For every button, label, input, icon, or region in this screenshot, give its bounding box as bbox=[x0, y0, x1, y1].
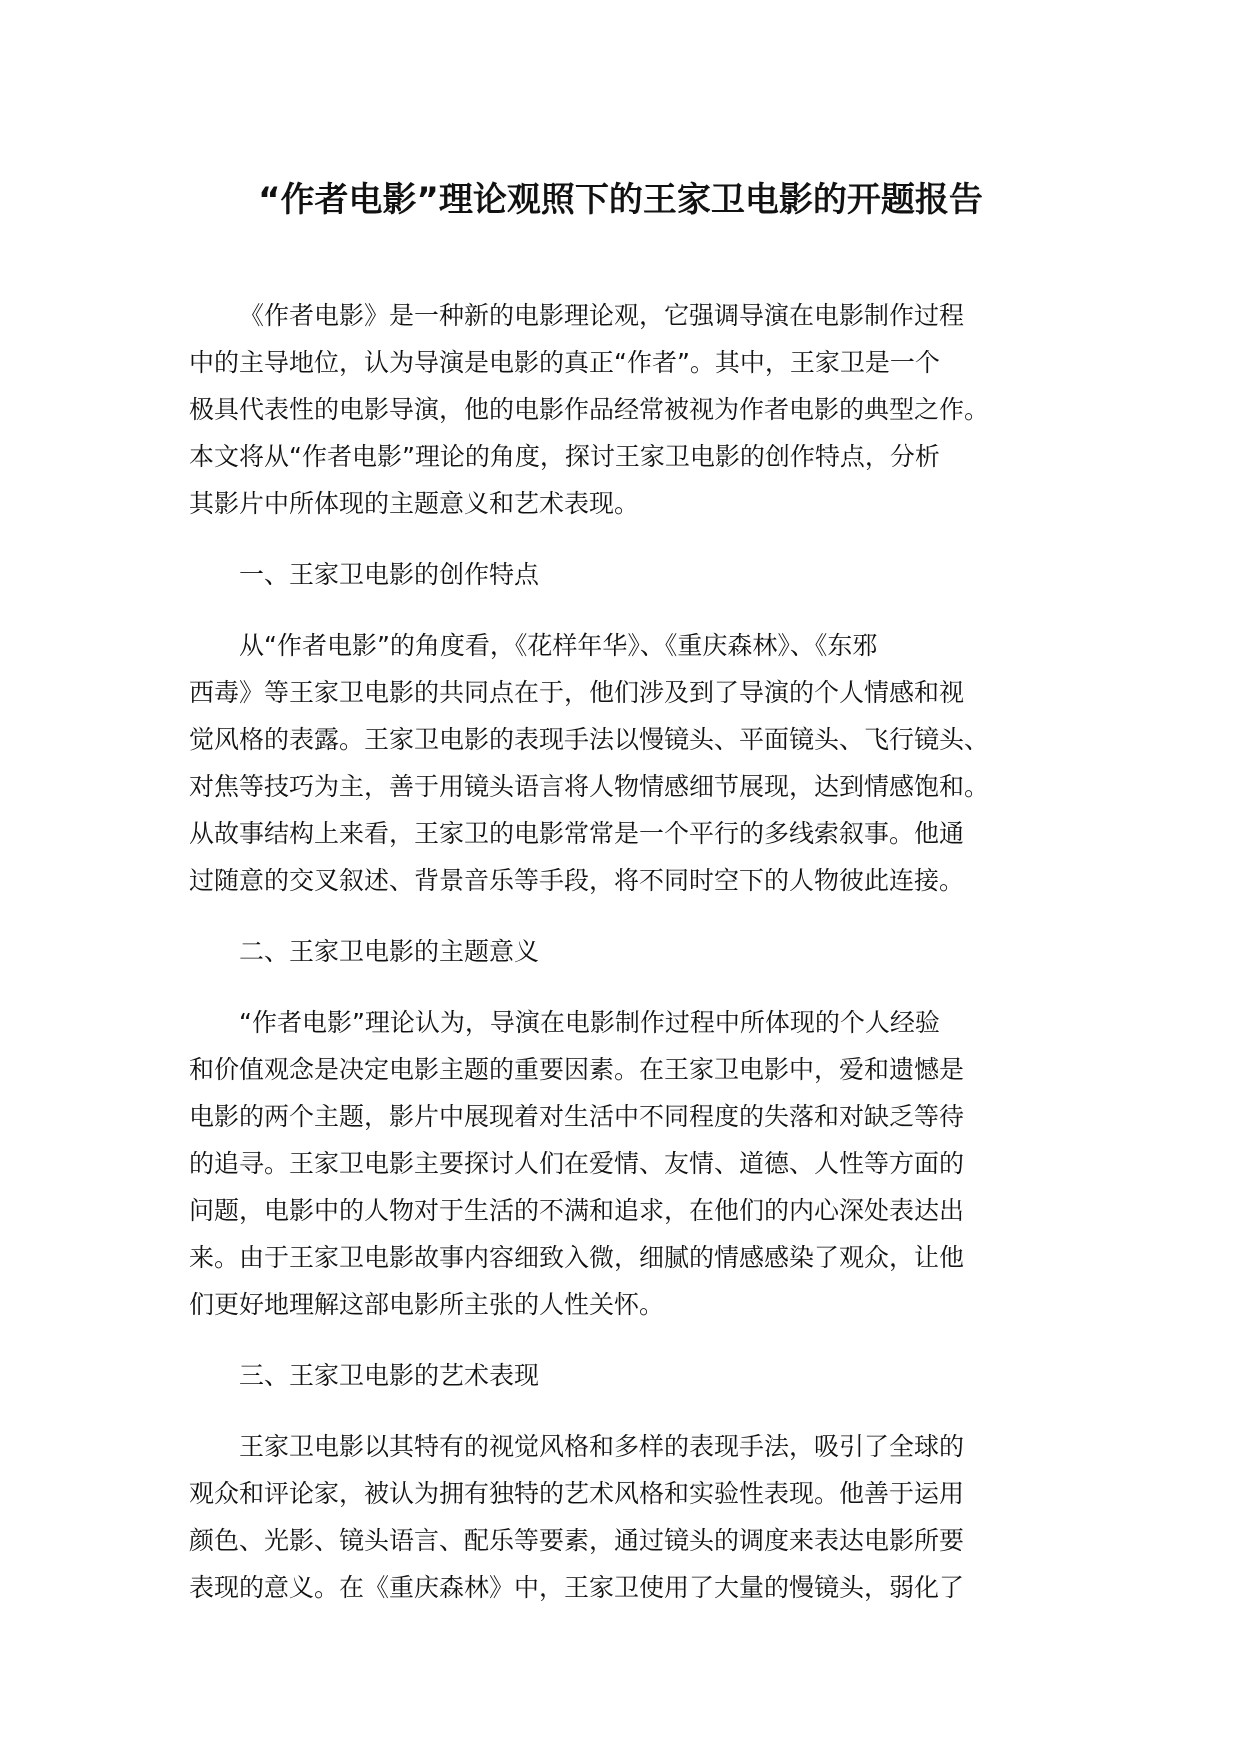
section1-line: 觉风格的表露。王家卫电影的表现手法以慢镜头、平面镜头、飞行镜头、 bbox=[189, 725, 990, 754]
intro-line: 极具代表性的电影导演，他的电影作品经常被视为作者电影的典型之作。 bbox=[189, 395, 990, 424]
section2-line: 和价值观念是决定电影主题的重要因素。在王家卫电影中，爱和遗憾是 bbox=[189, 1055, 965, 1084]
intro-paragraph bbox=[189, 292, 1069, 527]
section2-line: 电影的两个主题，影片中展现着对生活中不同程度的失落和对缺乏等待 bbox=[189, 1102, 965, 1131]
section3-line: 表现的意义。在《重庆森林》中，王家卫使用了大量的慢镜头，弱化了 bbox=[189, 1573, 965, 1602]
document-body bbox=[189, 292, 1069, 1635]
section1-line: 从故事结构上来看，王家卫的电影常常是一个平行的多线索叙事。他通 bbox=[189, 819, 965, 848]
section2-line: 问题，电影中的人物对于生活的不满和追求，在他们的内心深处表达出 bbox=[189, 1196, 965, 1225]
document-title: “作者电影”理论观照下的王家卫电影的开题报告 bbox=[258, 180, 983, 220]
section-heading-1: 一、王家卫电影的创作特点 bbox=[239, 560, 540, 589]
section2-line: 们更好地理解这部电影所主张的人性关怀。 bbox=[189, 1290, 665, 1319]
section2-line: 的追寻。王家卫电影主要探讨人们在爱情、友情、道德、人性等方面的 bbox=[189, 1149, 965, 1178]
intro-line: 《作者电影》是一种新的电影理论观，它强调导演在电影制作过程 bbox=[239, 301, 965, 330]
section-heading-3: 三、王家卫电影的艺术表现 bbox=[239, 1361, 540, 1390]
intro-line: 其影片中所体现的主题意义和艺术表现。 bbox=[189, 489, 640, 518]
section2-line: “作者电影”理论认为，导演在电影制作过程中所体现的个人经验 bbox=[239, 1008, 940, 1037]
section1-line: 过随意的交叉叙述、背景音乐等手段，将不同时空下的人物彼此连接。 bbox=[189, 866, 965, 895]
section3-paragraph bbox=[189, 1423, 1069, 1611]
section1-line: 对焦等技巧为主，善于用镜头语言将人物情感细节展现，达到情感饱和。 bbox=[189, 772, 990, 801]
section1-paragraph bbox=[189, 622, 1069, 904]
section-heading-2: 二、王家卫电影的主题意义 bbox=[239, 937, 540, 966]
section2-paragraph bbox=[189, 999, 1069, 1328]
intro-line: 本文将从“作者电影”理论的角度，探讨王家卫电影的创作特点，分析 bbox=[189, 442, 940, 471]
intro-line: 中的主导地位，认为导演是电影的真正“作者”。其中，王家卫是一个 bbox=[189, 348, 940, 377]
section3-line: 观众和评论家，被认为拥有独特的艺术风格和实验性表现。他善于运用 bbox=[189, 1479, 965, 1508]
section1-line: 从“作者电影”的角度看，《花样年华》、《重庆森林》、《东邪 bbox=[239, 631, 878, 660]
section2-line: 来。由于王家卫电影故事内容细致入微，细腻的情感感染了观众，让他 bbox=[189, 1243, 965, 1272]
section3-line: 王家卫电影以其特有的视觉风格和多样的表现手法，吸引了全球的 bbox=[239, 1432, 965, 1461]
section3-line: 颜色、光影、镜头语言、配乐等要素，通过镜头的调度来表达电影所要 bbox=[189, 1526, 965, 1555]
section1-line: 西毒》等王家卫电影的共同点在于，他们涉及到了导演的个人情感和视 bbox=[189, 678, 965, 707]
